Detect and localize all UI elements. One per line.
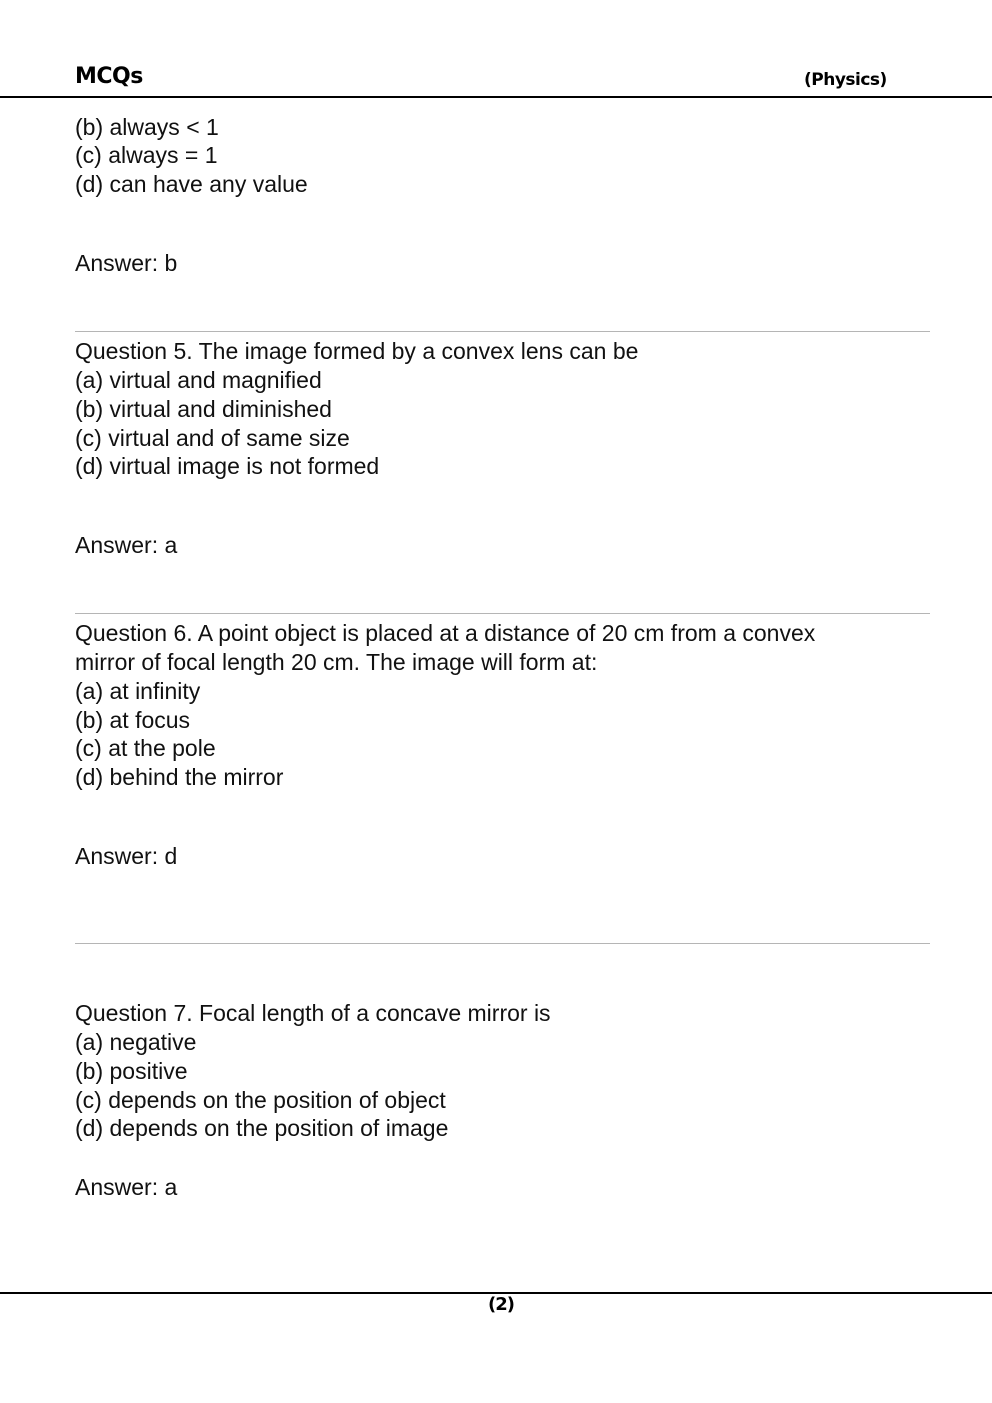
option-d: (d) can have any value — [75, 171, 308, 197]
question-divider — [75, 613, 930, 614]
question-text-line-2: mirror of focal length 20 cm. The image will form at: — [75, 649, 598, 675]
question-text: Question 7. Focal length of a concave mirror is — [75, 1000, 551, 1026]
option-a: (a) virtual and magnified — [75, 367, 322, 393]
option-b: (b) virtual and diminished — [75, 396, 332, 422]
question-text-line-1: Question 6. A point object is placed at a distance of 20 cm from a convex — [75, 620, 816, 646]
header-rule — [0, 96, 992, 98]
option-c: (c) virtual and of same size — [75, 425, 350, 451]
option-b: (b) positive — [75, 1058, 188, 1084]
option-d: (d) virtual image is not formed — [75, 453, 380, 479]
answer: Answer: a — [75, 1174, 178, 1200]
answer: Answer: b — [75, 250, 178, 276]
answer: Answer: d — [75, 843, 178, 869]
option-c: (c) at the pole — [75, 735, 216, 761]
answer: Answer: a — [75, 532, 178, 558]
question-divider — [75, 943, 930, 944]
question-divider — [75, 331, 930, 332]
option-d: (d) behind the mirror — [75, 764, 284, 790]
option-c: (c) always = 1 — [75, 142, 218, 168]
option-b: (b) always < 1 — [75, 114, 219, 140]
option-b: (b) at focus — [75, 707, 191, 733]
header-title: MCQs — [75, 64, 143, 89]
question-text: Question 5. The image formed by a convex lens can be — [75, 338, 639, 364]
option-a: (a) negative — [75, 1029, 197, 1055]
page-number: (2) — [488, 1294, 514, 1315]
option-d: (d) depends on the position of image — [75, 1115, 449, 1141]
header-subject: (Physics) — [804, 70, 887, 90]
option-a: (a) at infinity — [75, 678, 201, 704]
option-c: (c) depends on the position of object — [75, 1087, 446, 1113]
